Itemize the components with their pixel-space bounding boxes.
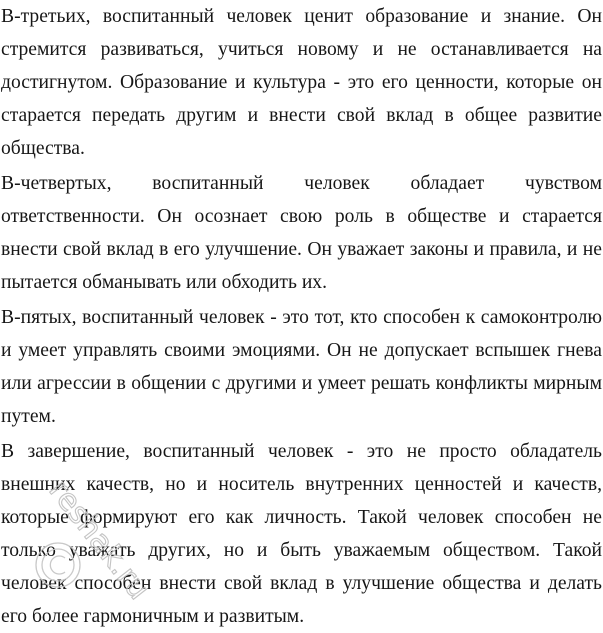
watermark-text: reshak.ru (41, 473, 157, 607)
paragraph-third: В-третьих, воспитанный человек ценит образование и знание. Он стремится развиваться, учиться новому и не останавливается на достигнутом. Образование и культура - это его ценности, которые он старается передать другим и внести свой вклад в общее развитие общества. (1, 6, 602, 159)
paragraph-conclusion: В завершение, воспитанный человек - это не просто обладатель внешних качеств, но и носитель внутренних ценностей и качеств, которые формируют его как личность. Такой человек способен не только уважать других, но и быть уважаемым обществом. Такой человек способен внести свой вклад в улучшение общества и делать его более гармоничным и развитым. (1, 441, 602, 627)
paragraph-fifth: В-пятых, воспитанный человек - это тот, кто способен к самоконтролю и умеет управлять своими эмоциями. Он не допускает вспышек гнева или агрессии в общении с другими и умеет решать конфликты мирным путем. (1, 307, 602, 427)
paragraph-fourth: В-четвертых, воспитанный человек обладает чувством ответственности. Он осознает свою роль в обществе и старается внести свой вклад в его улучшение. Он уважает законы и правила, и не пытается обманывать или обходить их. (1, 173, 602, 293)
